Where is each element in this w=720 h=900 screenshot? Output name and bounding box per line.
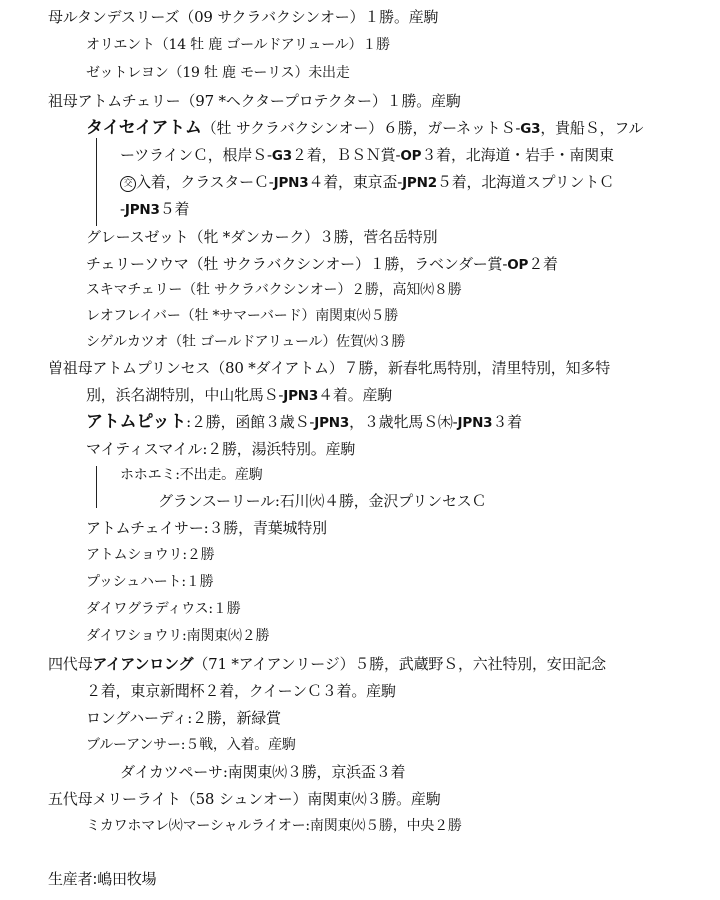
offspring-line: ブルーアンサー:５戦，入着。産駒	[86, 737, 296, 753]
offspring-line: マイティスマイル:２勝，湯浜特別。産駒	[86, 440, 356, 458]
offspring-line: ホホエミ:不出走。産駒	[120, 467, 263, 483]
fourth-dam-line: 四代母アイアンロング（71 *アイアンリージ）５勝，武蔵野Ｓ，六社特別，安田記念	[48, 655, 606, 673]
offspring-line: チェリーソウマ（牡 サクラバクシンオー）１勝，ラベンダー賞-OP２着	[86, 255, 558, 273]
offspring-line: プッシュハート:１勝	[86, 574, 214, 590]
offspring-line: スキマチェリー（牡 サクラバクシンオー）２勝，高知㈫８勝	[86, 282, 462, 298]
record-line: ーツラインＣ，根岸Ｓ-G3２着，ＢＳＮ賞-OP３着，北海道・岩手・南関東	[120, 146, 614, 164]
offspring-line: ロングハーディ:２勝，新緑賞	[86, 709, 281, 727]
offspring-line: グランスーリール:石川㈫４勝，金沢プリンセスＣ	[158, 492, 487, 510]
great-granddam-line: 曽祖母アトムプリンセス（80 *ダイアトム）７勝，新春牝馬特別，清里特別，知多特	[48, 359, 611, 377]
record-line: 交 入着，クラスターＣ-JPN3４着，東京盃-JPN2５着，北海道スプリントＣ	[120, 171, 614, 193]
exchange-circle-mark: 交	[120, 176, 136, 192]
offspring-line: ダイワショウリ:南関東㈫２勝	[86, 628, 270, 644]
dam-line: 母ルタンデスリーズ（09 サクラバクシンオー）１勝。産駒	[48, 8, 439, 26]
offspring-line: アトムチェイサー:３勝，青葉城特別	[86, 519, 327, 537]
record-line: 別，浜名湖特別，中山牝馬Ｓ-JPN3４着。産駒	[86, 386, 393, 404]
offspring-line: ダイカツペーサ:南関東㈫３勝，京浜盃３着	[120, 763, 406, 781]
record-line: -JPN3５着	[120, 200, 190, 218]
bracket-line	[96, 138, 97, 226]
offspring-line: アトムショウリ:２勝	[86, 547, 215, 563]
offspring-line: シゲルカツオ（牡 ゴールドアリュール）佐賀㈫３勝	[86, 334, 406, 350]
offspring-line: ダイワグラディウス:１勝	[86, 601, 241, 617]
offspring-line: ミカワホマレ㈫マーシャルライオー:南関東㈫５勝，中央２勝	[86, 818, 462, 834]
granddam-line: 祖母アトムチェリー（97 *ヘクタープロテクター）１勝。産駒	[48, 92, 461, 110]
offspring-line: グレースゼット（牝 *ダンカーク）３勝，菅名岳特別	[86, 228, 438, 246]
notable-horse-line: タイセイアトム（牡 サクラバクシンオー）６勝，ガーネットＳ-G3，貴船Ｓ，フル	[86, 118, 644, 138]
offspring-line: オリエント（14 牡 鹿 ゴールドアリュール）１勝	[86, 37, 390, 53]
breeder-line: 生産者:嶋田牧場	[48, 870, 157, 888]
offspring-line: ゼットレヨン（19 牡 鹿 モーリス）未出走	[86, 65, 350, 81]
record-line: ２着，東京新聞杯２着，クイーンＣ３着。産駒	[86, 682, 396, 700]
notable-horse-line: アトムピット:２勝，函館３歳Ｓ-JPN3，３歳牝馬Ｓ㈭-JPN3３着	[86, 412, 522, 432]
fifth-dam-line: 五代母メリーライト（58 シュンオー）南関東㈫３勝。産駒	[48, 790, 441, 808]
offspring-line: レオフレイバー（牡 *サマーバード）南関東㈫５勝	[86, 308, 398, 324]
bracket-line	[96, 466, 97, 508]
